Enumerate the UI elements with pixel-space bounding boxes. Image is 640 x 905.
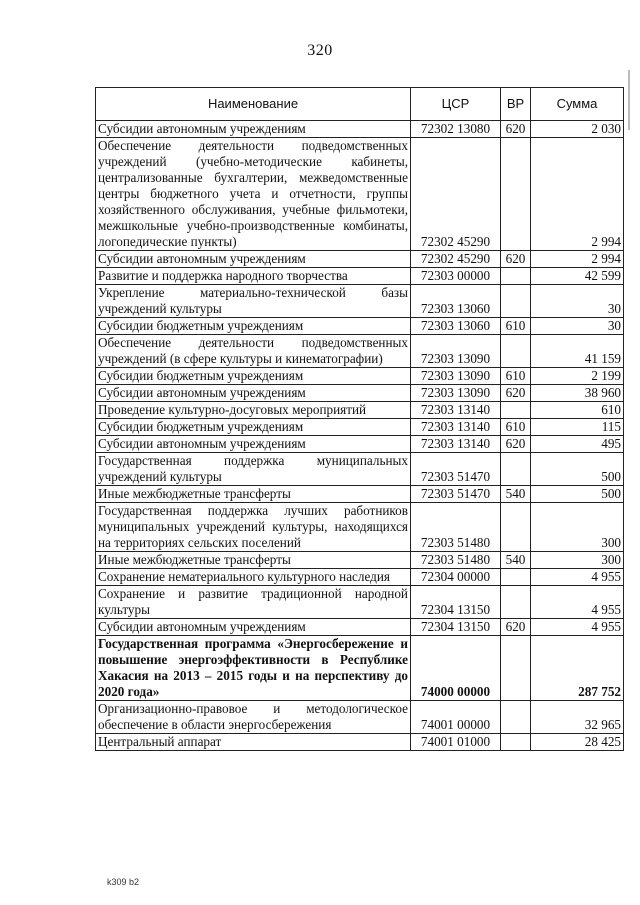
cell-sum: 38 960	[531, 385, 624, 402]
table-row	[96, 251, 624, 268]
cell-sum: 42 599	[531, 268, 624, 285]
cell-sum: 500	[531, 486, 624, 503]
header-csr: ЦСР	[411, 88, 501, 121]
table-row	[96, 335, 624, 368]
cell-sum: 300	[531, 552, 624, 569]
cell-csr: 72303 51470	[411, 486, 501, 503]
cell-sum: 287 752	[531, 636, 624, 701]
cell-vr: 620	[501, 619, 531, 636]
table-row	[96, 318, 624, 335]
table-row	[96, 586, 624, 619]
table-row	[96, 636, 624, 701]
cell-name: Обеспечение деятельности подведомственных учреждений (учебно-методические кабинеты, централизованные бухгалтерии, межведомственные центры бюджетного учета и отчетности, группы хозяйственного обслуживания, учебные фильмотеки, межшкольные учебно-производственные комбинаты, логопедические пункты)	[96, 138, 411, 251]
table-row	[96, 486, 624, 503]
cell-csr: 72303 51470	[411, 453, 501, 486]
cell-csr: 74001 01000	[411, 734, 501, 751]
cell-name: Государственная поддержка муниципальных учреждений культуры	[96, 453, 411, 486]
cell-csr: 72303 13090	[411, 368, 501, 385]
cell-name: Государственная программа «Энергосбережение и повышение энергоэффективности в Республике Хакасия на 2013 – 2015 годы и на перспективу до 2020 года»	[96, 636, 411, 701]
cell-sum: 32 965	[531, 701, 624, 734]
cell-sum: 4 955	[531, 569, 624, 586]
table-row	[96, 734, 624, 751]
cell-vr: 620	[501, 436, 531, 453]
cell-sum: 30	[531, 285, 624, 318]
cell-csr: 72303 13140	[411, 402, 501, 419]
cell-csr: 72303 13090	[411, 335, 501, 368]
table-row	[96, 402, 624, 419]
header-name: Наименование	[96, 88, 411, 121]
cell-csr: 74001 00000	[411, 701, 501, 734]
table-row	[96, 619, 624, 636]
cell-csr: 72303 13090	[411, 385, 501, 402]
cell-name: Субсидии автономным учреждениям	[96, 619, 411, 636]
cell-vr: 610	[501, 419, 531, 436]
cell-name: Иные межбюджетные трансферты	[96, 486, 411, 503]
cell-vr	[501, 701, 531, 734]
cell-name: Организационно-правовое и методологическое обеспечение в области энергосбережения	[96, 701, 411, 734]
cell-name: Сохранение нематериального культурного наследия	[96, 569, 411, 586]
cell-name: Субсидии бюджетным учреждениям	[96, 368, 411, 385]
cell-sum: 2 994	[531, 251, 624, 268]
header-sum: Сумма	[531, 88, 624, 121]
cell-sum: 300	[531, 503, 624, 552]
cell-csr: 72303 51480	[411, 503, 501, 552]
cell-name: Государственная поддержка лучших работников муниципальных учреждений культуры, находящихся на территориях сельских поселений	[96, 503, 411, 552]
cell-csr: 72303 51480	[411, 552, 501, 569]
cell-sum: 28 425	[531, 734, 624, 751]
cell-csr: 72302 45290	[411, 251, 501, 268]
table-row	[96, 453, 624, 486]
table-row	[96, 285, 624, 318]
cell-vr: 620	[501, 251, 531, 268]
cell-name: Субсидии автономным учреждениям	[96, 121, 411, 138]
cell-vr	[501, 503, 531, 552]
cell-vr	[501, 285, 531, 318]
cell-name: Развитие и поддержка народного творчества	[96, 268, 411, 285]
cell-name: Субсидии бюджетным учреждениям	[96, 318, 411, 335]
table-body	[96, 121, 624, 751]
cell-vr	[501, 402, 531, 419]
scan-edge-mark	[628, 70, 630, 130]
cell-sum: 4 955	[531, 619, 624, 636]
cell-vr: 540	[501, 552, 531, 569]
cell-vr	[501, 453, 531, 486]
cell-vr	[501, 636, 531, 701]
cell-name: Иные межбюджетные трансферты	[96, 552, 411, 569]
cell-sum: 4 955	[531, 586, 624, 619]
cell-sum: 495	[531, 436, 624, 453]
table-row	[96, 569, 624, 586]
cell-name: Центральный аппарат	[96, 734, 411, 751]
cell-vr: 620	[501, 121, 531, 138]
cell-vr	[501, 335, 531, 368]
table-row	[96, 138, 624, 251]
budget-table	[95, 87, 624, 751]
cell-name: Укрепление материально-технической базы учреждений культуры	[96, 285, 411, 318]
table-row	[96, 436, 624, 453]
cell-csr: 74000 00000	[411, 636, 501, 701]
cell-name: Субсидии бюджетным учреждениям	[96, 419, 411, 436]
cell-vr: 620	[501, 385, 531, 402]
cell-sum: 2 199	[531, 368, 624, 385]
cell-vr	[501, 138, 531, 251]
cell-name: Сохранение и развитие традиционной народной культуры	[96, 586, 411, 619]
cell-name: Субсидии автономным учреждениям	[96, 385, 411, 402]
cell-csr: 72302 45290	[411, 138, 501, 251]
cell-csr: 72303 13060	[411, 285, 501, 318]
cell-sum: 41 159	[531, 335, 624, 368]
cell-name: Субсидии автономным учреждениям	[96, 436, 411, 453]
cell-csr: 72304 13150	[411, 619, 501, 636]
table-row	[96, 701, 624, 734]
cell-sum: 610	[531, 402, 624, 419]
table-header-row	[96, 88, 624, 121]
cell-name: Проведение культурно-досуговых мероприятий	[96, 402, 411, 419]
cell-csr: 72303 13140	[411, 419, 501, 436]
cell-vr: 610	[501, 318, 531, 335]
cell-csr: 72304 00000	[411, 569, 501, 586]
cell-sum: 115	[531, 419, 624, 436]
cell-vr	[501, 586, 531, 619]
table-row	[96, 268, 624, 285]
cell-csr: 72303 13140	[411, 436, 501, 453]
cell-vr	[501, 569, 531, 586]
table-row	[96, 121, 624, 138]
cell-sum: 30	[531, 318, 624, 335]
cell-csr: 72302 13080	[411, 121, 501, 138]
table-row	[96, 385, 624, 402]
cell-name: Субсидии автономным учреждениям	[96, 251, 411, 268]
table-row	[96, 368, 624, 385]
header-vr: ВР	[501, 88, 531, 121]
table-row	[96, 552, 624, 569]
cell-csr: 72303 00000	[411, 268, 501, 285]
footer-code: k309 b2	[107, 877, 140, 887]
cell-sum: 2 030	[531, 121, 624, 138]
cell-csr: 72304 13150	[411, 586, 501, 619]
cell-sum: 500	[531, 453, 624, 486]
cell-name: Обеспечение деятельности подведомственных учреждений (в сфере культуры и кинематографии)	[96, 335, 411, 368]
cell-vr	[501, 734, 531, 751]
page-number: 320	[307, 42, 333, 59]
cell-csr: 72303 13060	[411, 318, 501, 335]
cell-sum: 2 994	[531, 138, 624, 251]
table-row	[96, 503, 624, 552]
cell-vr: 610	[501, 368, 531, 385]
cell-vr	[501, 268, 531, 285]
table-row	[96, 419, 624, 436]
cell-vr: 540	[501, 486, 531, 503]
